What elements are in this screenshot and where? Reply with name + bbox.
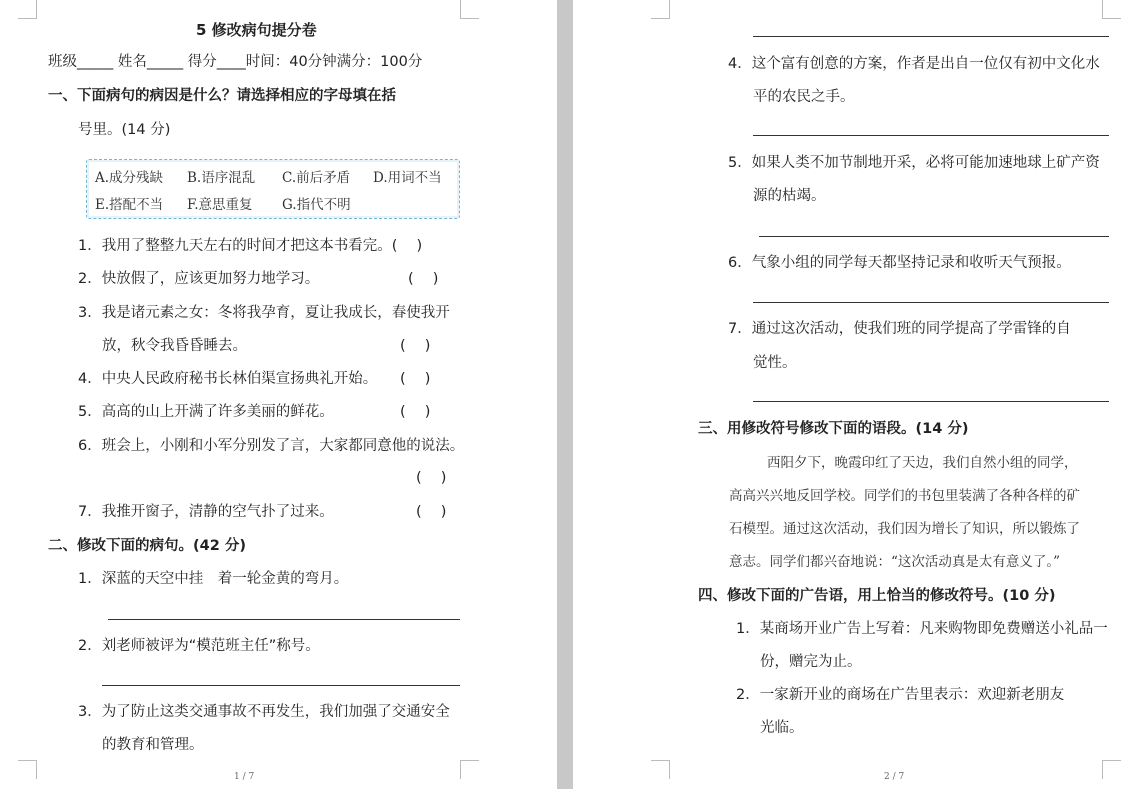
answer-paren: ( ) (416, 504, 447, 520)
question-text: 6．班会上，小刚和小军分别发了言，大家都同意他的说法。 (78, 438, 465, 454)
question-text: 7．我推开窗子，清静的空气扑了过来。 (78, 504, 334, 520)
crop-mark (18, 0, 37, 19)
option-f: F.意思重复 (187, 197, 253, 213)
question-text: 2．刘老师被评为“模范班主任”称号。 (78, 638, 320, 654)
answer-paren: ( ) (416, 470, 447, 486)
question-text-cont: 放，秋令我昏昏睡去。 (102, 338, 247, 354)
question-text-cont: 源的枯竭。 (753, 188, 826, 204)
section3-heading: 三、用修改符号修改下面的语段。(14 分) (698, 421, 969, 437)
question-text: 6．气象小组的同学每天都坚持记录和收听天气预报。 (728, 255, 1071, 271)
document-page-1 (0, 0, 557, 789)
question-text-cont: 平的农民之手。 (753, 89, 855, 105)
student-info-line: 班级_____ 姓名_____ 得分____时间：40分钟满分：100分 (48, 54, 423, 70)
question-text: 1．某商场开业广告上写着：凡来购物即免费赠送小礼品一 (736, 621, 1108, 637)
paragraph-line: 高高兴兴地反回学校。同学们的书包里装满了各种各样的矿 (729, 488, 1080, 504)
answer-paren: ( ) (400, 404, 431, 420)
answer-line[interactable] (759, 236, 1109, 237)
crop-mark (460, 0, 479, 19)
question-text: 1．深蓝的天空中挂 着一轮金黄的弯月。 (78, 571, 349, 587)
crop-mark (18, 760, 37, 779)
crop-mark (1102, 760, 1121, 779)
option-g: G.指代不明 (282, 197, 351, 213)
crop-mark (651, 760, 670, 779)
crop-mark (1102, 0, 1121, 19)
question-text-cont: 份，赠完为止。 (760, 654, 862, 670)
question-text: 7．通过这次活动，使我们班的同学提高了学雷锋的自 (728, 321, 1071, 337)
paragraph-line: 石模型。通过这次活动，我们因为增长了知识，所以锻炼了 (729, 521, 1080, 537)
question-text: 4．中央人民政府秘书长林伯渠宣扬典礼开始。 (78, 371, 378, 387)
question-text-cont: 觉性。 (753, 355, 797, 371)
answer-line[interactable] (753, 302, 1109, 303)
answer-line[interactable] (753, 135, 1109, 136)
question-text: 3．我是诸元素之女：冬将我孕育，夏让我成长，春使我开 (78, 305, 450, 321)
option-a: A.成分残缺 (95, 170, 164, 186)
crop-mark (651, 0, 670, 19)
question-text: 3．为了防止这类交通事故不再发生，我们加强了交通安全 (78, 704, 450, 720)
crop-mark (460, 760, 479, 779)
answer-paren: ( ) (400, 371, 431, 387)
question-text: 1．我用了整整九天左右的时间才把这本书看完。( ) (78, 238, 423, 254)
question-text-cont: 的教育和管理。 (102, 737, 204, 753)
option-e: E.搭配不当 (95, 197, 164, 213)
page-number: 2 / 7 (884, 772, 905, 782)
document-page-2 (573, 0, 1139, 789)
question-text: 2．一家新开业的商场在广告里表示：欢迎新老朋友 (736, 687, 1065, 703)
page-number: 1 / 7 (234, 772, 255, 782)
page-title: 5 修改病句提分卷 (196, 21, 317, 39)
option-c: C.前后矛盾 (282, 170, 351, 186)
option-d: D.用词不当 (373, 170, 442, 186)
section1-heading: 一、下面病句的病因是什么？请选择相应的字母填在括 (48, 88, 396, 104)
option-b: B.语序混乱 (187, 170, 256, 186)
question-text: 5．如果人类不加节制地开采，必将可能加速地球上矿产资 (728, 155, 1100, 171)
paragraph-line: 意志。同学们都兴奋地说：“这次活动真是太有意义了。” (729, 554, 1061, 570)
question-text: 2．快放假了，应该更加努力地学习。 (78, 271, 320, 287)
answer-line[interactable] (753, 401, 1109, 402)
section4-heading: 四、修改下面的广告语，用上恰当的修改符号。(10 分) (698, 588, 1056, 604)
section1-heading-cont: 号里。(14 分) (78, 122, 171, 138)
answer-paren: ( ) (400, 338, 431, 354)
paragraph-line: 西阳夕下，晚霞印红了天边，我们自然小组的同学， (767, 455, 1078, 471)
answer-paren: ( ) (408, 271, 439, 287)
options-box (86, 159, 460, 219)
answer-line[interactable] (102, 685, 460, 686)
section2-heading: 二、修改下面的病句。(42 分) (48, 538, 246, 554)
answer-line[interactable] (108, 619, 460, 620)
answer-line[interactable] (753, 36, 1109, 37)
question-text: 5．高高的山上开满了许多美丽的鲜花。 (78, 404, 334, 420)
question-text-cont: 光临。 (760, 720, 804, 736)
question-text: 4．这个富有创意的方案，作者是出自一位仅有初中文化水 (728, 56, 1100, 72)
